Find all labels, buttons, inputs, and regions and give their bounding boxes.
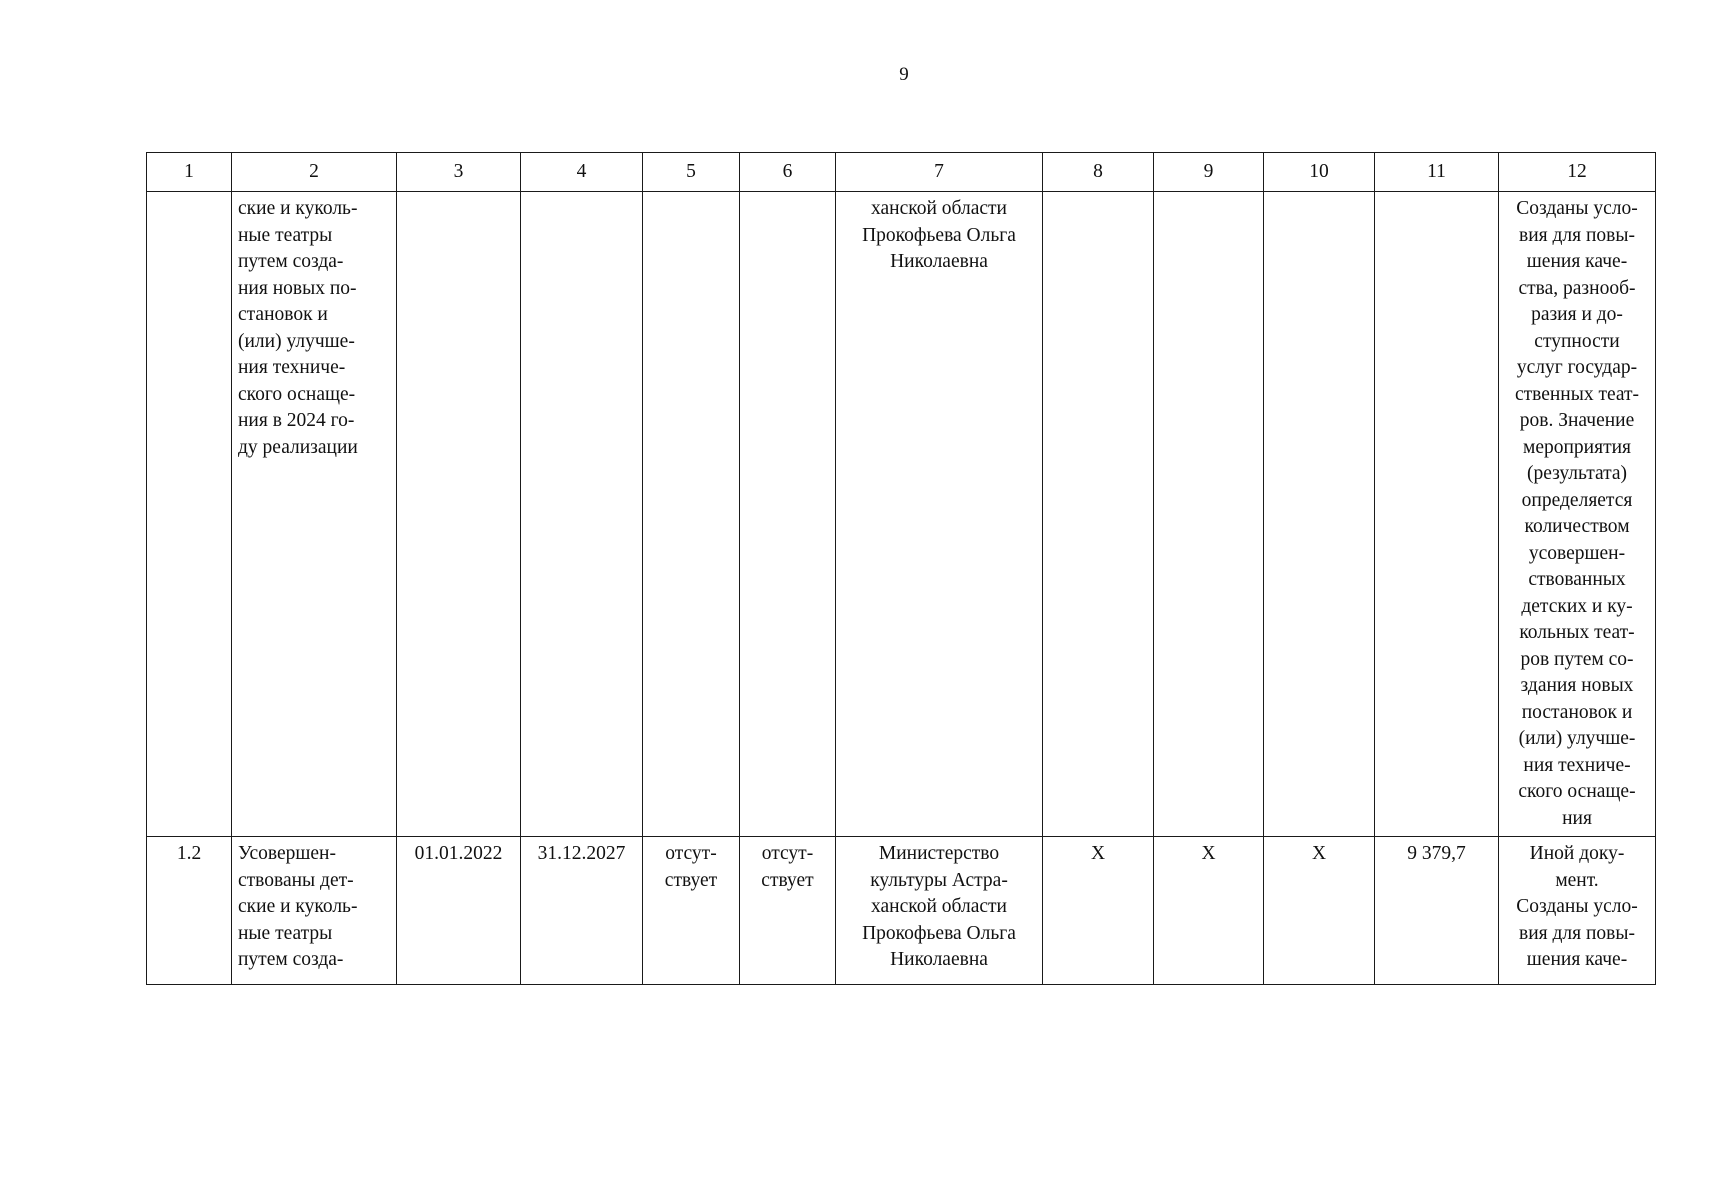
col5-cell: отсут- ствует (643, 837, 740, 985)
empty-cell (740, 192, 836, 837)
header-cell: 9 (1154, 153, 1264, 192)
result-cell: Созданы усло- вия для повы- шения каче- ства, разнооб- разия и до- ступности услуг государ- ственных теат- ров. Значение мероприятия (результата) определяется количеством усовершен- ствованных детских и ку- кольных теат- ров путем со- здания новых постановок и (или) улучше- ния техниче- ского оснаще- ния (1499, 192, 1656, 837)
header-cell: 3 (397, 153, 521, 192)
header-cell: 10 (1264, 153, 1375, 192)
empty-cell (1043, 192, 1154, 837)
plan-table (146, 152, 1656, 985)
col8-cell: Х (1043, 837, 1154, 985)
empty-cell (1264, 192, 1375, 837)
row-number-cell (147, 192, 232, 837)
header-cell: 6 (740, 153, 836, 192)
header-cell: 7 (836, 153, 1043, 192)
start-date-cell: 01.01.2022 (397, 837, 521, 985)
end-date-cell: 31.12.2027 (521, 837, 643, 985)
result-cell: Иной доку- мент. Созданы усло- вия для повы- шения каче- (1499, 837, 1656, 985)
col10-cell: Х (1264, 837, 1375, 985)
activity-name-cell: ские и куколь- ные театры путем созда- ния новых по- становок и (или) улучше- ния техниче- ского оснаще- ния в 2024 го- ду реализации (232, 192, 397, 837)
col6-cell: отсут- ствует (740, 837, 836, 985)
responsible-cell: ханской области Прокофьева Ольга Николаевна (836, 192, 1043, 837)
activity-name-cell: Усовершен- ствованы дет- ские и куколь- ные театры путем созда- (232, 837, 397, 985)
table-row (147, 192, 1656, 837)
header-row (147, 153, 1656, 192)
header-cell: 5 (643, 153, 740, 192)
responsible-cell: Министерство культуры Астра- ханской области Прокофьева Ольга Николаевна (836, 837, 1043, 985)
empty-cell (1375, 192, 1499, 837)
page-number: 9 (899, 64, 909, 85)
empty-cell (643, 192, 740, 837)
empty-cell (397, 192, 521, 837)
col9-cell: Х (1154, 837, 1264, 985)
empty-cell (521, 192, 643, 837)
amount-cell: 9 379,7 (1375, 837, 1499, 985)
header-cell: 8 (1043, 153, 1154, 192)
header-cell: 4 (521, 153, 643, 192)
header-cell: 12 (1499, 153, 1656, 192)
header-cell: 1 (147, 153, 232, 192)
header-cell: 2 (232, 153, 397, 192)
empty-cell (1154, 192, 1264, 837)
table-row (147, 837, 1656, 985)
header-cell: 11 (1375, 153, 1499, 192)
row-number-cell: 1.2 (147, 837, 232, 985)
